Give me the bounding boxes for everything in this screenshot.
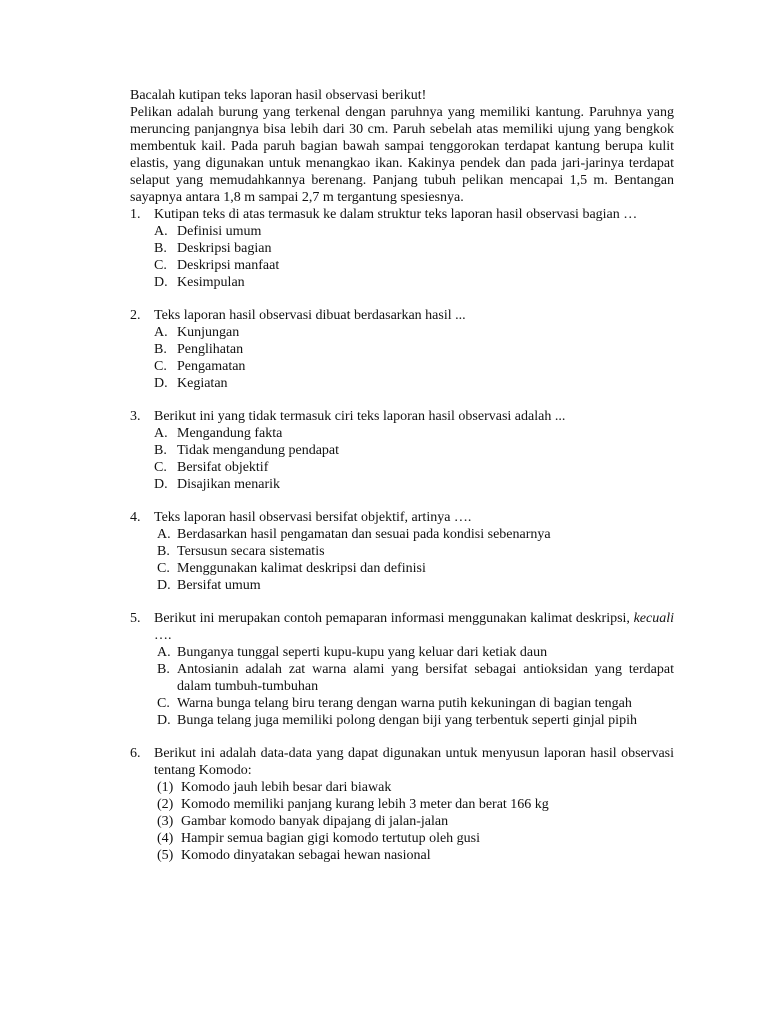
- question-text: Berikut ini yang tidak termasuk ciri teks laporan hasil observasi adalah ...: [154, 409, 566, 424]
- question-number: 4.: [130, 510, 141, 525]
- option-a: [130, 425, 674, 442]
- question-number: 5.: [130, 611, 141, 626]
- option-text: Deskripsi bagian: [177, 241, 272, 256]
- option-d: [130, 577, 674, 594]
- option-letter: C.: [154, 359, 167, 374]
- option-letter: A.: [157, 527, 171, 542]
- question-text: Berikut ini adalah data-data yang dapat digunakan untuk menyusun laporan hasil observasi tentang Komodo:: [154, 746, 674, 778]
- option-d: [130, 375, 674, 392]
- option-b: [130, 240, 674, 257]
- question-text: Kutipan teks di atas termasuk ke dalam struktur teks laporan hasil observasi bagian …: [154, 207, 638, 222]
- option-text: Tidak mengandung pendapat: [177, 443, 340, 458]
- option-letter: D.: [154, 477, 168, 492]
- option-text: Penglihatan: [177, 342, 244, 357]
- question-text-end: ….: [154, 628, 172, 643]
- option-letter: B.: [154, 443, 167, 458]
- question-number: 3.: [130, 409, 141, 424]
- option-letter: C.: [154, 258, 167, 273]
- item-number: (1): [157, 780, 174, 795]
- option-text: Disajikan menarik: [177, 477, 281, 492]
- option-c: [130, 695, 674, 712]
- question-text-main: Berikut ini merupakan contoh pemaparan informasi menggunakan kalimat deskripsi,: [154, 611, 630, 626]
- item-text: Komodo dinyatakan sebagai hewan nasional: [181, 848, 431, 863]
- option-letter: B.: [154, 241, 167, 256]
- option-text: Tersusun secara sistematis: [177, 544, 325, 559]
- list-item: [130, 830, 674, 847]
- item-text: Komodo memiliki panjang kurang lebih 3 meter dan berat 166 kg: [181, 797, 549, 812]
- question-6: [130, 745, 674, 779]
- option-a: [130, 644, 674, 661]
- option-b: [130, 442, 674, 459]
- options-list: [130, 526, 674, 594]
- option-text: Warna bunga telang biru terang dengan warna putih kekuningan di bagian tengah: [177, 696, 632, 711]
- option-text: Antosianin adalah zat warna alami yang bersifat sebagai antioksidan yang terdapat dalam tumbuh-tumbuhan: [177, 662, 674, 694]
- item-text: Hampir semua bagian gigi komodo tertutup oleh gusi: [181, 831, 481, 846]
- option-text: Bunga telang juga memiliki polong dengan biji yang terbentuk seperti ginjal pipih: [177, 713, 637, 728]
- intro-heading: Bacalah kutipan teks laporan hasil observasi berikut!: [130, 88, 427, 103]
- list-item: [130, 813, 674, 830]
- option-b: [130, 543, 674, 560]
- option-letter: B.: [157, 662, 170, 677]
- option-letter: D.: [157, 713, 171, 728]
- option-letter: C.: [157, 696, 170, 711]
- document-page: [130, 87, 674, 864]
- option-c: [130, 257, 674, 274]
- option-text: Mengandung fakta: [177, 426, 283, 441]
- option-letter: B.: [154, 342, 167, 357]
- option-c: [130, 358, 674, 375]
- item-text: Komodo jauh lebih besar dari biawak: [181, 780, 392, 795]
- option-a: [130, 223, 674, 240]
- option-b: [130, 661, 674, 695]
- option-text: Definisi umum: [177, 224, 262, 239]
- question-number: 1.: [130, 207, 141, 222]
- option-text: Menggunakan kalimat deskripsi dan definisi: [177, 561, 426, 576]
- list-item: [130, 847, 674, 864]
- option-text: Bersifat objektif: [177, 460, 269, 475]
- option-letter: D.: [154, 275, 168, 290]
- option-letter: D.: [154, 376, 168, 391]
- question-text: [154, 610, 674, 644]
- option-d: [130, 274, 674, 291]
- option-text: Pengamatan: [177, 359, 246, 374]
- question-number: 6.: [130, 746, 141, 761]
- option-letter: C.: [154, 460, 167, 475]
- item-number: (5): [157, 848, 174, 863]
- item-number: (2): [157, 797, 174, 812]
- option-a: [130, 526, 674, 543]
- question-text: Teks laporan hasil observasi dibuat berdasarkan hasil ...: [154, 308, 466, 323]
- option-letter: D.: [157, 578, 171, 593]
- question-1: [130, 206, 674, 223]
- question-3: [130, 408, 674, 425]
- option-c: [130, 459, 674, 476]
- list-item: [130, 796, 674, 813]
- option-text: Kesimpulan: [177, 275, 245, 290]
- option-text: Kegiatan: [177, 376, 228, 391]
- question-text: Teks laporan hasil observasi bersifat objektif, artinya ….: [154, 510, 472, 525]
- option-b: [130, 341, 674, 358]
- option-d: [130, 476, 674, 493]
- option-letter: A.: [154, 224, 168, 239]
- option-letter: A.: [154, 426, 168, 441]
- data-list: [130, 779, 674, 864]
- option-c: [130, 560, 674, 577]
- question-4: [130, 509, 674, 526]
- option-text: Kunjungan: [177, 325, 240, 340]
- option-text: Bunganya tunggal seperti kupu-kupu yang keluar dari ketiak daun: [177, 645, 548, 660]
- question-5: [130, 610, 674, 644]
- item-text: Gambar komodo banyak dipajang di jalan-jalan: [181, 814, 449, 829]
- option-letter: A.: [157, 645, 171, 660]
- list-item: [130, 779, 674, 796]
- option-text: Deskripsi manfaat: [177, 258, 280, 273]
- question-number: 2.: [130, 308, 141, 323]
- options-list: [130, 324, 674, 392]
- option-text: Bersifat umum: [177, 578, 261, 593]
- option-text: Berdasarkan hasil pengamatan dan sesuai pada kondisi sebenarnya: [177, 527, 551, 542]
- question-text-emphasis: kecuali: [633, 611, 675, 626]
- options-list: [130, 644, 674, 729]
- question-2: [130, 307, 674, 324]
- option-letter: B.: [157, 544, 170, 559]
- option-a: [130, 324, 674, 341]
- item-number: (4): [157, 831, 174, 846]
- option-letter: A.: [154, 325, 168, 340]
- intro-passage: Pelikan adalah burung yang terkenal dengan paruhnya yang memiliki kantung. Paruhnya yang meruncing panjangnya bisa lebih dari 30 cm. Paruh sebelah atas memiliki ujung yang bengkok membentuk kail. Pada paruh bagian bawah sampai tenggorokan terdapat kantung berupa kulit elastis, yang digunakan untuk menangkao ikan. Kakinya pendek dan pada jari-jarinya terdapat selaput yang memudahkannya berenang. Panjang tubuh pelikan mencapai 1,5 m. Bentangan sayapnya antara 1,8 m sampai 2,7 m tergantung spesiesnya.: [130, 105, 674, 205]
- options-list: [130, 425, 674, 493]
- option-d: [130, 712, 674, 729]
- item-number: (3): [157, 814, 174, 829]
- option-letter: C.: [157, 561, 170, 576]
- options-list: [130, 223, 674, 291]
